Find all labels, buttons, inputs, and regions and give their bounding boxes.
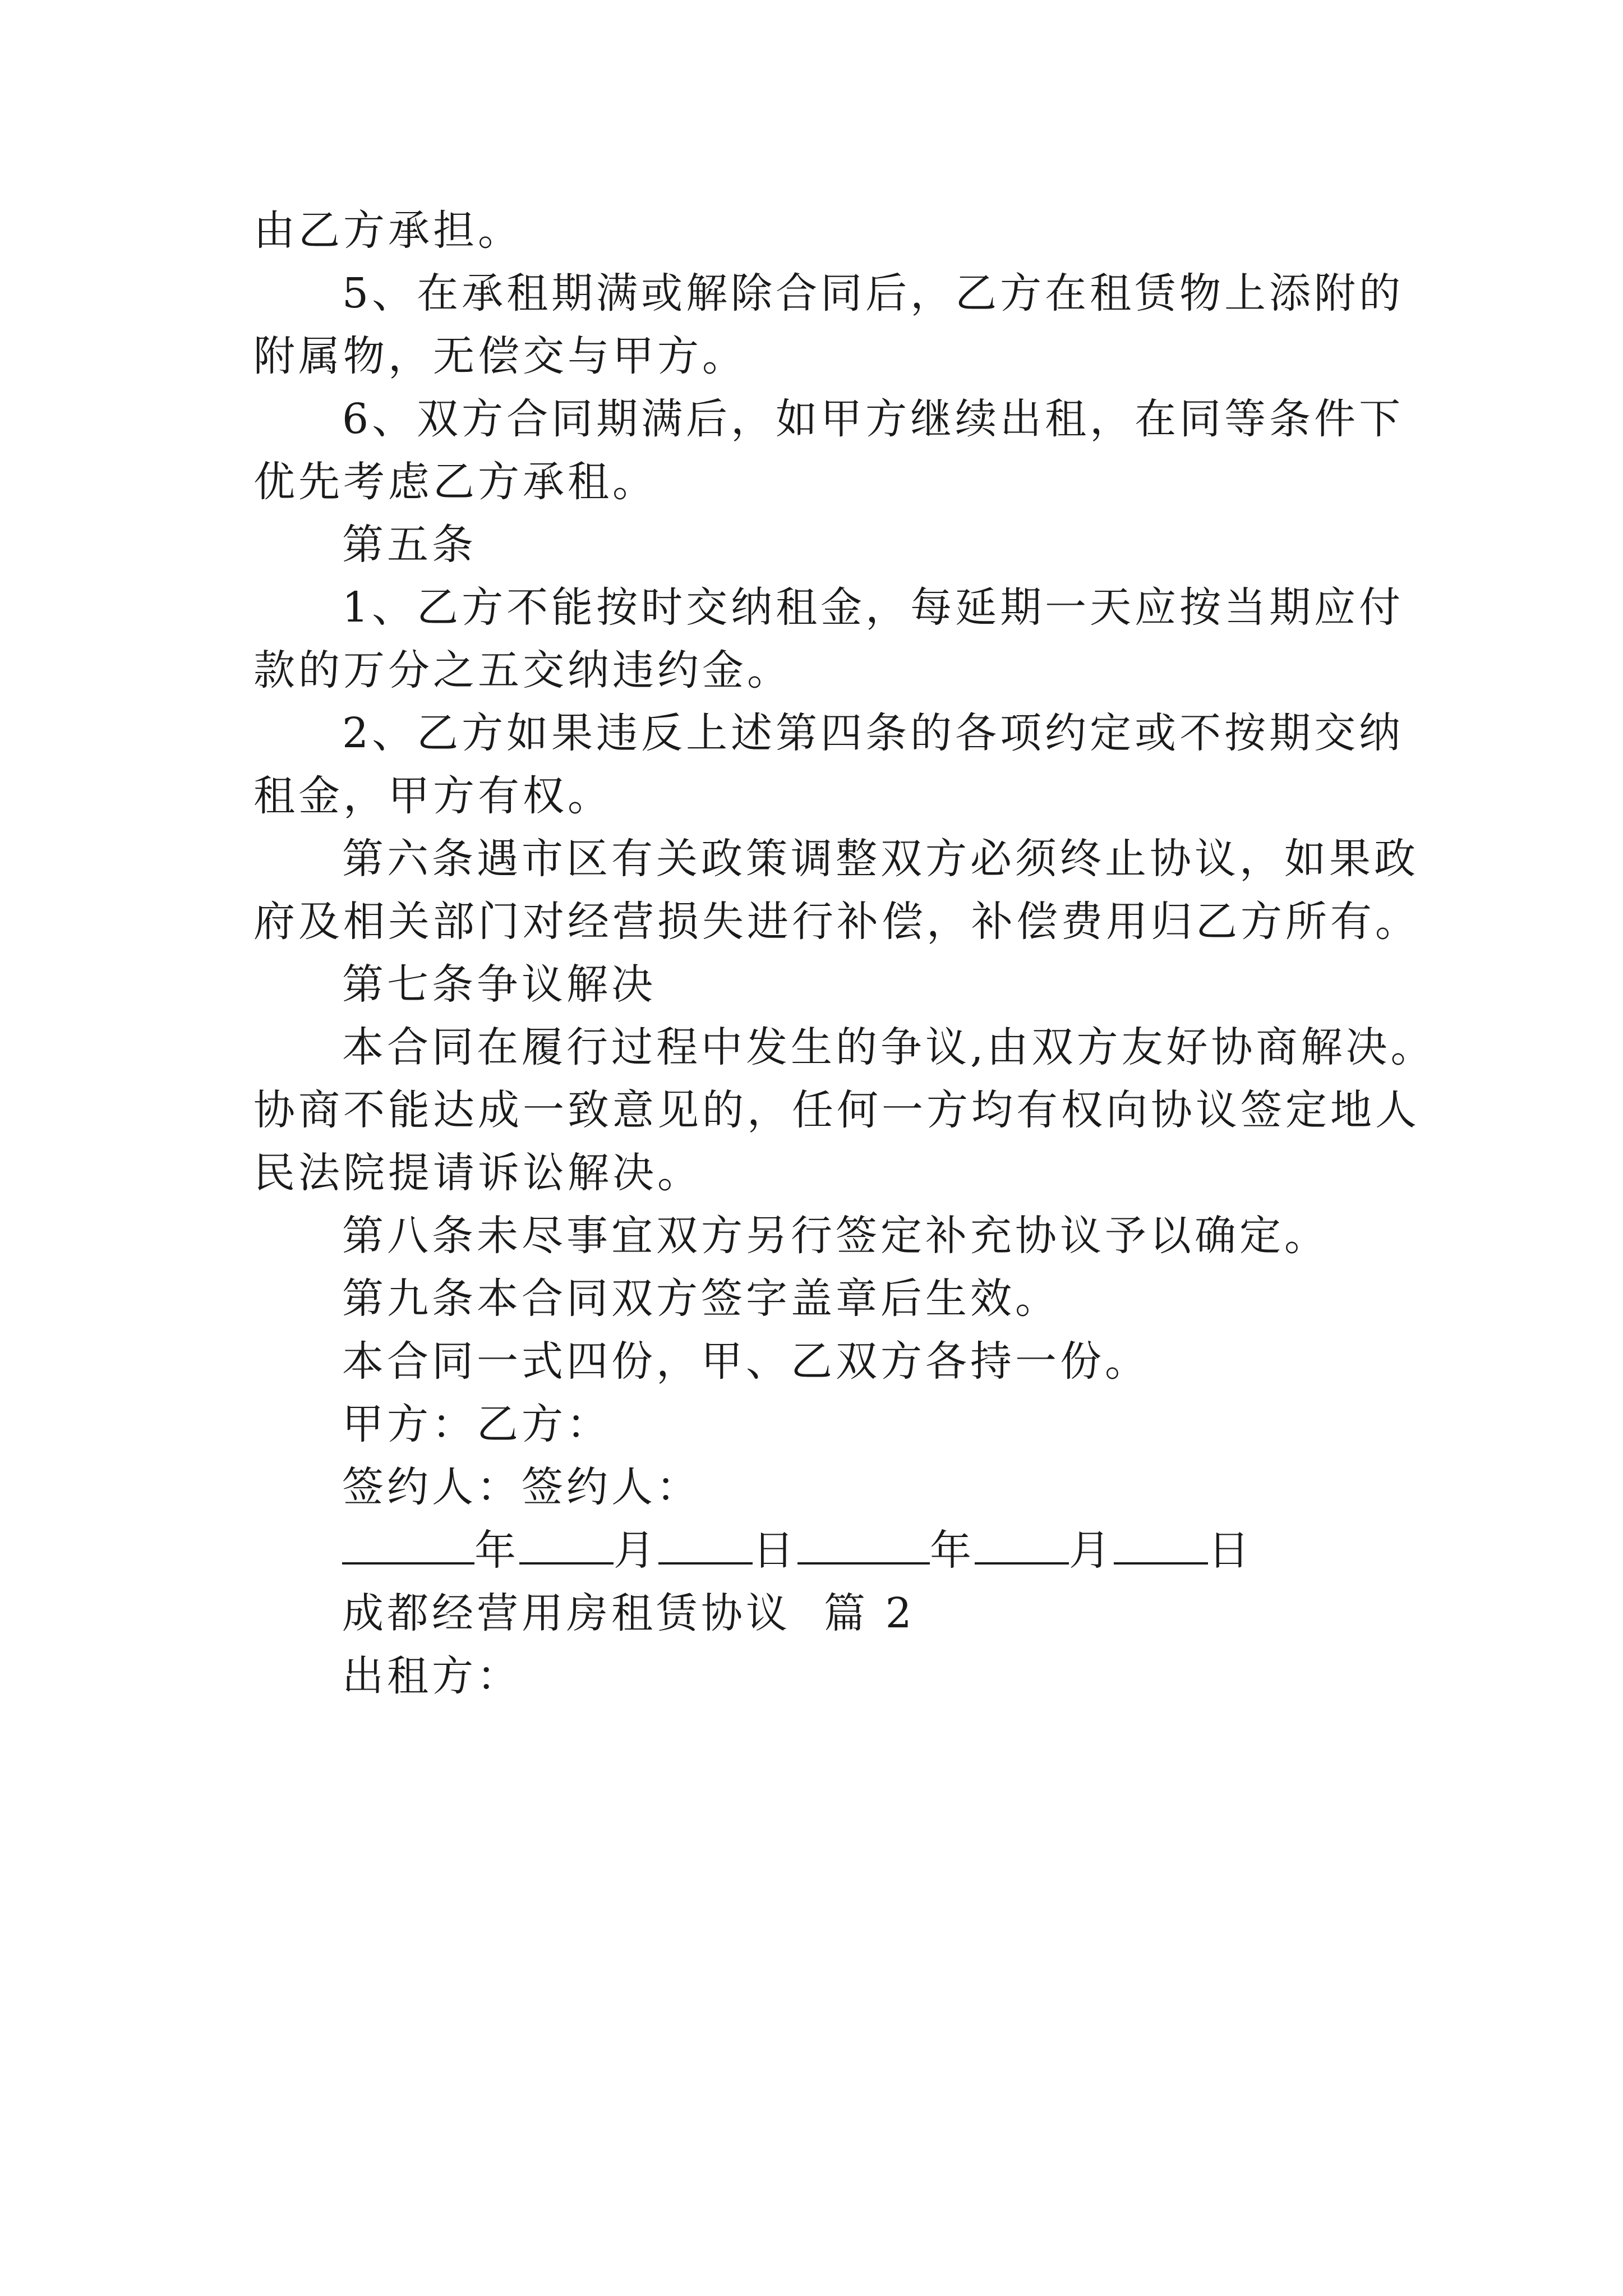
year-blank-1 [342, 1519, 474, 1565]
year-blank-2 [797, 1519, 930, 1565]
year-label-2: 年 [930, 1526, 975, 1575]
text-line: 本合同一式四份，甲、乙双方各持一份。 [342, 1337, 1150, 1386]
day-blank-1 [658, 1519, 753, 1565]
text-line: 租金，甲方有权。 [253, 772, 612, 820]
text-line: 民法院提请诉讼解决。 [253, 1149, 702, 1197]
month-blank-1 [519, 1519, 614, 1565]
day-blank-2 [1114, 1519, 1208, 1565]
month-label-2: 月 [1069, 1526, 1114, 1575]
day-label-1: 日 [753, 1526, 797, 1575]
text-line: 优先考虑乙方承租。 [253, 458, 657, 506]
year-label-1: 年 [474, 1526, 519, 1575]
day-label-2: 日 [1208, 1526, 1253, 1575]
month-label-1: 月 [614, 1526, 658, 1575]
article-heading: 第七条争议解决 [342, 960, 656, 1009]
lessor-label: 出租方： [342, 1652, 522, 1700]
text-line: 本合同在履行过程中发生的争议,由双方友好协商解决。 [342, 1023, 1436, 1071]
text-line: 第九条本合同双方签字盖章后生效。 [342, 1274, 1060, 1323]
text-line: 1、乙方不能按时交纳租金，每延期一天应按当期应付 [342, 583, 1404, 632]
text-line: 第八条未尽事宜双方另行签定补充协议予以确定。 [342, 1212, 1329, 1260]
month-blank-2 [975, 1519, 1069, 1565]
article-heading: 第五条 [342, 521, 477, 569]
text-line: 2、乙方如果违反上述第四条的各项约定或不按期交纳 [342, 709, 1404, 757]
text-line: 府及相关部门对经营损失进行补偿，补偿费用归乙方所有。 [253, 898, 1420, 946]
document-body [253, 199, 1436, 1708]
signatory-labels: 签约人：签约人： [342, 1463, 701, 1511]
party-labels: 甲方：乙方： [342, 1400, 611, 1448]
text-line: 由乙方承担。 [253, 206, 523, 255]
section-title: 成都经营用房租赁协议 篇 2 [342, 1589, 915, 1637]
text-line: 第六条遇市区有关政策调整双方必须终止协议，如果政 [342, 835, 1419, 883]
text-line: 6、双方合同期满后，如甲方继续出租，在同等条件下 [342, 395, 1404, 443]
text-line: 附属物，无偿交与甲方。 [253, 332, 747, 380]
date-line [253, 1519, 1403, 1582]
text-line: 5、在承租期满或解除合同后，乙方在租赁物上添附的 [342, 269, 1404, 318]
text-line: 款的万分之五交纳违约金。 [253, 646, 792, 694]
text-line: 协商不能达成一致意见的，任何一方均有权向协议签定地人 [253, 1086, 1420, 1134]
